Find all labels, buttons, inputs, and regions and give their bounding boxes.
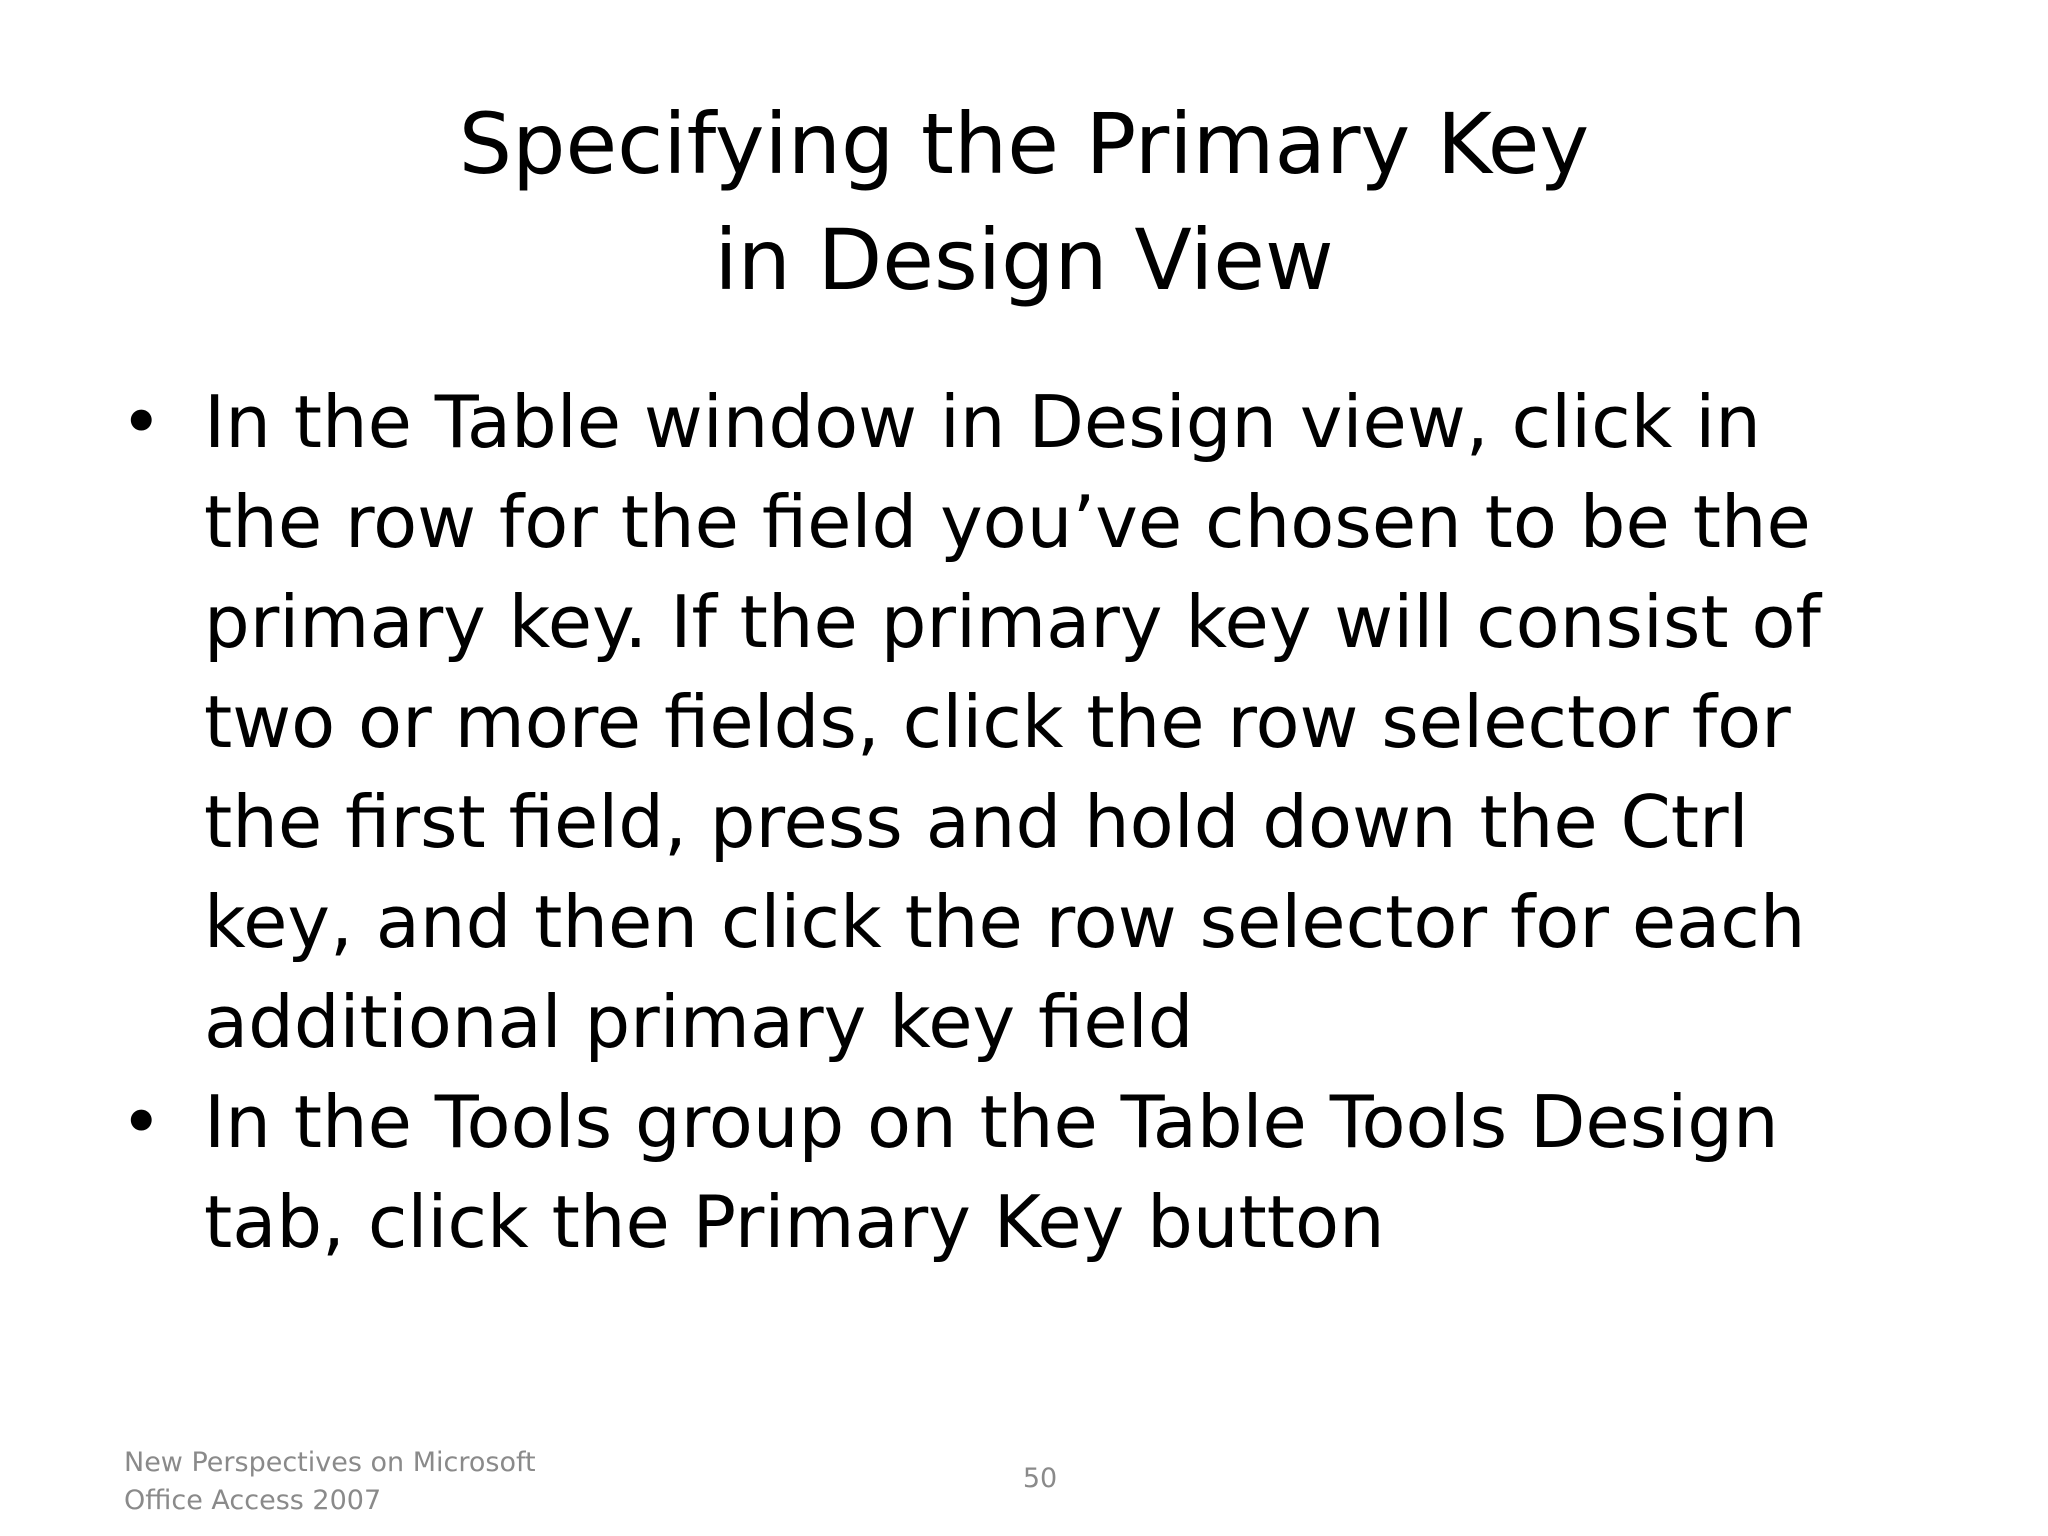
slide-title-line: Specifying the Primary Key	[458, 95, 1590, 193]
bullet-text-line: In the Table window in Design view, click in	[204, 380, 1761, 464]
bullet-item	[120, 1072, 1904, 1272]
footer-line: New Perspectives on Microsoft	[124, 1447, 536, 1478]
footer-text	[124, 1444, 536, 1520]
bullet-item	[120, 372, 1904, 1072]
footer-line: Office Access 2007	[124, 1485, 382, 1516]
bullet-text-line: In the Tools group on the Table Tools Design	[204, 1080, 1779, 1164]
bullet-text-line: the first field, press and hold down the Ctrl	[204, 780, 1749, 864]
page-number: 50	[1022, 1463, 1058, 1494]
bullet-text-line: two or more fields, click the row selector for	[204, 680, 1791, 764]
bullet-icon: •	[120, 1080, 163, 1164]
bullet-text-line: primary key. If the primary key will consist of	[204, 580, 1821, 664]
bullet-text-line: additional primary key field	[204, 980, 1194, 1064]
bullet-text-line: the row for the field you’ve chosen to be the	[204, 480, 1811, 564]
slide-title-line: in Design View	[714, 211, 1334, 309]
bullet-text-line: tab, click the Primary Key button	[204, 1180, 1385, 1264]
bullet-icon: •	[120, 380, 163, 464]
bullet-list	[120, 372, 1920, 1272]
bullet-text-line: key, and then click the row selector for each	[204, 880, 1806, 964]
slide-title	[224, 86, 1824, 318]
